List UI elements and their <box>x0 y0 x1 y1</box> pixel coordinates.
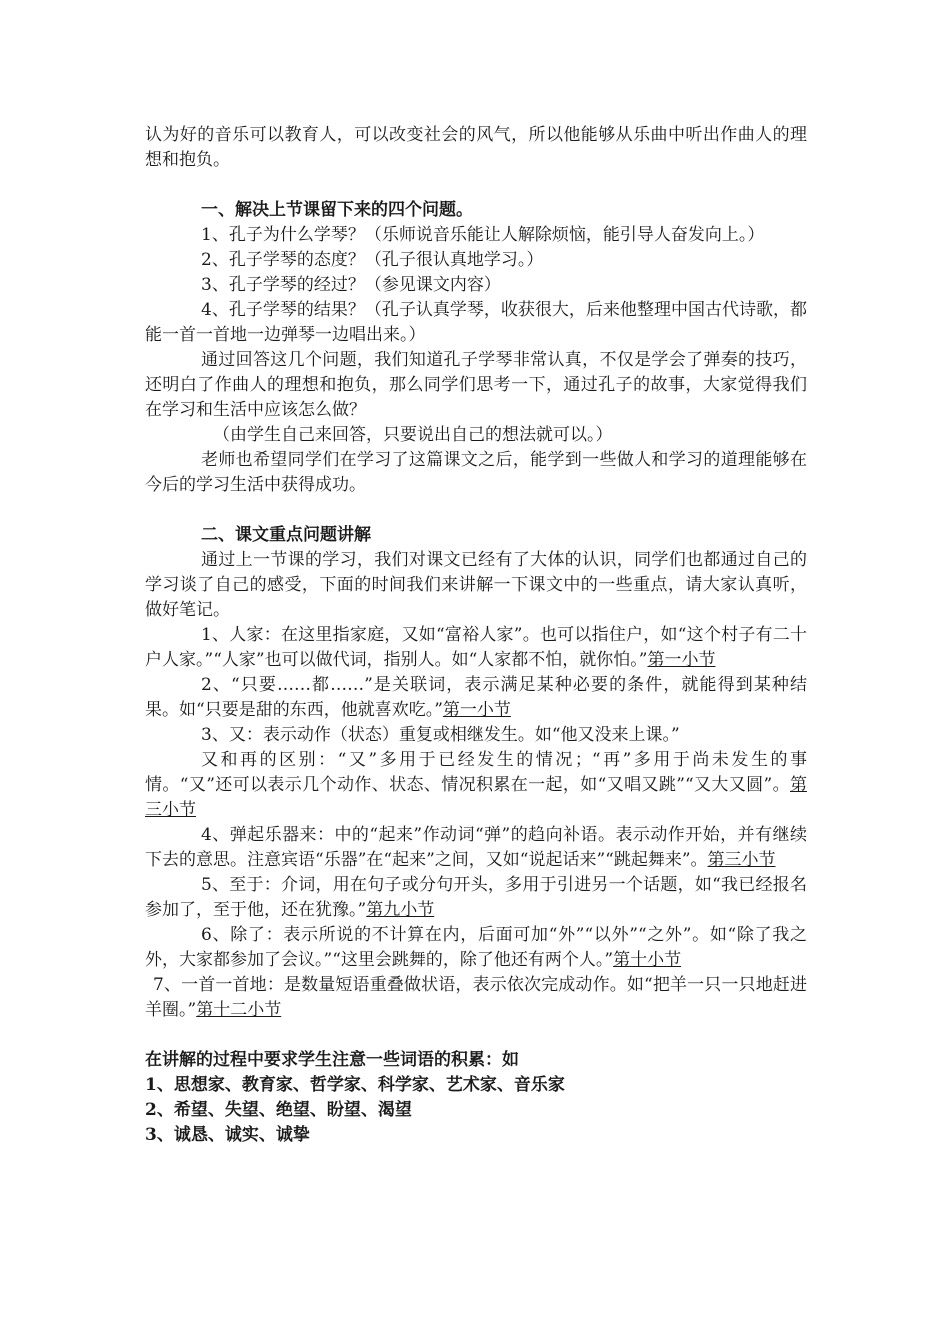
spacer <box>145 498 807 523</box>
section2-heading: 二、课文重点问题讲解 <box>201 525 371 545</box>
question-3: 3、孔子学琴的经过？（参见课文内容） <box>201 275 501 295</box>
section-reference: 第一小节 <box>647 650 716 670</box>
vocab-line-2: 2、希望、失望、绝望、盼望、渴望 <box>145 1100 412 1120</box>
point-text: 7、一首一首地：是数量短语重叠做状语，表示依次完成动作。如“把羊一只一只地赶进羊圈。” <box>145 975 807 1020</box>
section-reference: 第十二小节 <box>196 1000 282 1020</box>
point-3 <box>145 723 807 748</box>
point-text: 3、又：表示动作（状态）重复或相继发生。如“他又没来上课。” <box>201 725 680 745</box>
point-text: 1、人家：在这里指家庭，又如“富裕人家”。也可以指住户，如“这个村子有二十户人家。”“人家”也可以做代词，指别人。如“人家都不怕，就你怕。” <box>145 625 807 670</box>
question-2: 2、孔子学琴的态度？（孔子很认真地学习。） <box>201 250 544 270</box>
section-reference: 第一小节 <box>442 700 511 720</box>
vocab-line-1: 1、思想家、教育家、哲学家、科学家、艺术家、音乐家 <box>145 1075 565 1095</box>
point-5 <box>145 873 807 923</box>
point-text: 6、除了：表示所说的不计算在内，后面可加“外”“以外”“之外”。如“除了我之外，大家都参加了会议。”“这里会跳舞的，除了他还有两个人。” <box>145 925 807 970</box>
section1-paragraph-2: （由学生自己来回答，只要说出自己的想法就可以。） <box>213 425 613 445</box>
section-reference: 第九小节 <box>366 900 435 920</box>
point-text: 4、弹起乐器来：中的“起来”作动词“弹”的趋向补语。表示动作开始，并有继续下去的意思。注意宾语“乐器”在“起来”之间，又如“说起话来”“跳起舞来”。 <box>145 825 807 870</box>
point-7 <box>145 973 807 1023</box>
spacer <box>145 1023 807 1048</box>
point-6 <box>145 923 807 973</box>
vocab-line-3: 3、诚恳、诚实、诚挚 <box>145 1125 310 1145</box>
vocab-heading: 在讲解的过程中要求学生注意一些词语的积累：如 <box>145 1050 519 1070</box>
intro-paragraph: 认为好的音乐可以教育人，可以改变社会的风气，所以他能够从乐曲中听出作曲人的理想和抱负。 <box>145 125 807 170</box>
point-2 <box>145 673 807 723</box>
point-3-note <box>145 748 807 823</box>
section2-intro: 通过上一节课的学习，我们对课文已经有了大体的认识，同学们也都通过自己的学习谈了自己的感受，下面的时间我们来讲解一下课文中的一些重点，请大家认真听，做好笔记。 <box>145 550 807 620</box>
spacer <box>145 173 807 198</box>
point-text: 2、“只要……都……”是关联词，表示满足某种必要的条件，就能得到某种结果。如“只要是甜的东西，他就喜欢吃。” <box>145 675 807 720</box>
point-1 <box>145 623 807 673</box>
question-4: 4、孔子学琴的结果？（孔子认真学琴，收获很大，后来他整理中国古代诗歌，都能一首一首地一边弹琴一边唱出来。） <box>145 300 807 345</box>
section-reference: 第三小节 <box>145 775 807 820</box>
section1-paragraph-1: 通过回答这几个问题，我们知道孔子学琴非常认真，不仅是学会了弹奏的技巧，还明白了作曲人的理想和抱负，那么同学们思考一下，通过孔子的故事，大家觉得我们在学习和生活中应该怎么做？ <box>145 350 807 420</box>
point-4 <box>145 823 807 873</box>
section1-heading: 一、解决上节课留下来的四个问题。 <box>201 200 473 220</box>
section-reference: 第十小节 <box>613 950 682 970</box>
section-reference: 第三小节 <box>707 850 776 870</box>
section1-paragraph-3: 老师也希望同学们在学习了这篇课文之后，能学到一些做人和学习的道理能够在今后的学习生活中获得成功。 <box>145 450 807 495</box>
point-text: 又和再的区别：“又”多用于已经发生的情况；“再”多用于尚未发生的事情。“又”还可以表示几个动作、状态、情况积累在一起，如“又唱又跳”“又大又圆”。 <box>145 750 807 795</box>
document-body <box>145 123 807 1148</box>
point-text: 5、至于：介词，用在句子或分句开头，多用于引进另一个话题，如“我已经报名参加了，至于他，还在犹豫。” <box>145 875 807 920</box>
question-1: 1、孔子为什么学琴？（乐师说音乐能让人解除烦恼，能引导人奋发向上。） <box>201 225 765 245</box>
